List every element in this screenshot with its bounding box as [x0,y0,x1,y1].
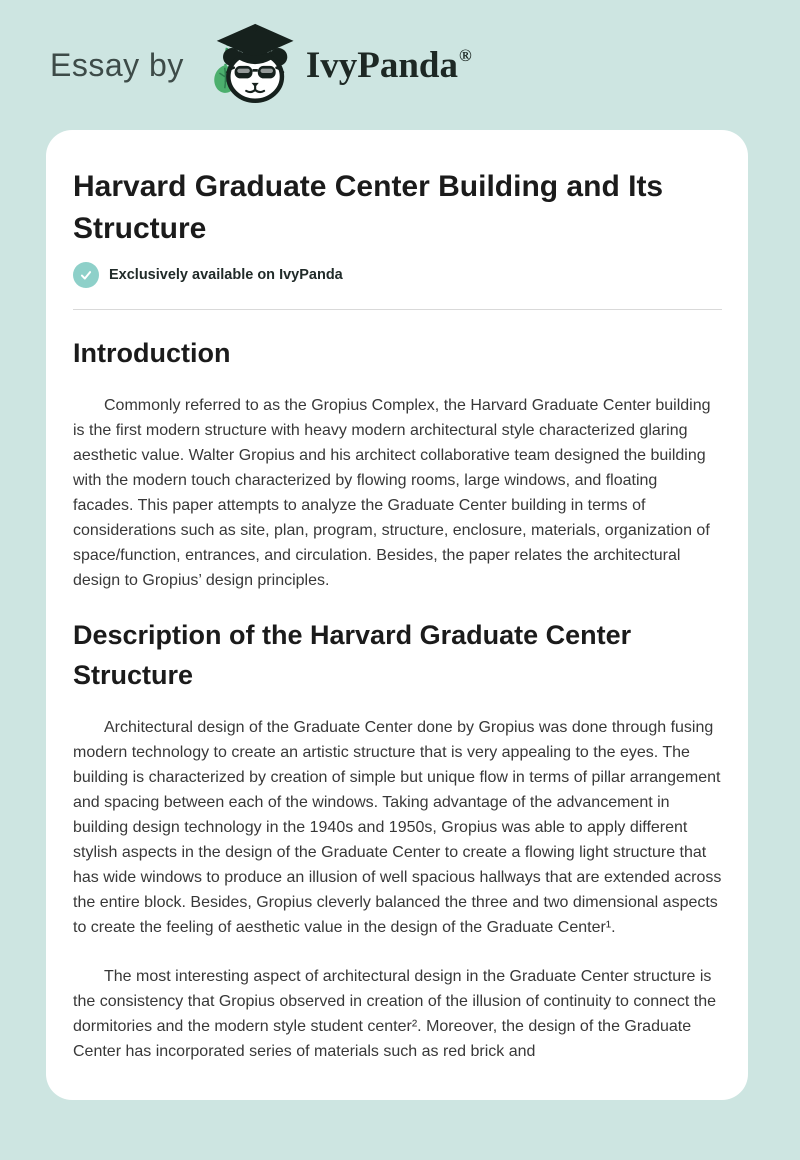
paragraph: Architectural design of the Graduate Center done by Gropius was done through fusing modern technology to create an artistic structure that is very appealing to the eyes. The building is characterized by creation of simple but unique flow in terms of pillar arrangement and spacing between each of the windows. Taking advantage of the advancement in building design technology in the 1940s and 1950s, Gropius was able to apply different stylish aspects in the design of the Graduate Center to create a flowing light structure that has wide windows to produce an illusion of well spacious hallways that are extended across the entire block. Besides, Gropius cleverly balanced the three and two dimensional aspects to create the feeling of aesthetic value in the design of the Graduate Center¹. [73,719,722,936]
essay-card [46,130,748,1100]
section-heading-introduction: Introduction [73,338,231,368]
brand-wordmark[interactable] [306,44,472,87]
section-heading-description: Description of the Harvard Graduate Center Structure [73,620,632,690]
registered-mark: ® [458,45,472,65]
panda-graduate-icon [198,20,298,110]
essay-title: Harvard Graduate Center Building and Its Structure [73,170,664,245]
paragraph: The most interesting aspect of architectural design in the Graduate Center structure is the consistency that Gropius observed in creation of the illusion of continuity to connect the dormitories and the modern style student center². Moreover, the design of the Graduate Center has incorporated series of materials such as red brick and [73,968,717,1060]
check-icon [73,262,99,288]
divider [73,309,722,310]
exclusive-badge [73,262,722,288]
page-header [0,0,800,130]
essay-by-label: Essay by [50,46,184,83]
paragraph: Commonly referred to as the Gropius Complex, the Harvard Graduate Center building is the first modern structure with heavy modern architectural style characterized glaring aesthetic value. Walter Gropius and his architect collaborative team designed the building with the modern touch characterized by flowing rooms, large windows, and floating facades. This paper attempts to analyze the Graduate Center building in terms of considerations such as site, plan, program, structure, enclosure, materials, organization of space/function, entrances, and circulation. Besides, the paper relates the architectural design to Gropius’ design principles. [73,397,711,589]
exclusive-badge-label: Exclusively available on IvyPanda [109,267,343,283]
brand-name: IvyPanda [305,44,458,86]
